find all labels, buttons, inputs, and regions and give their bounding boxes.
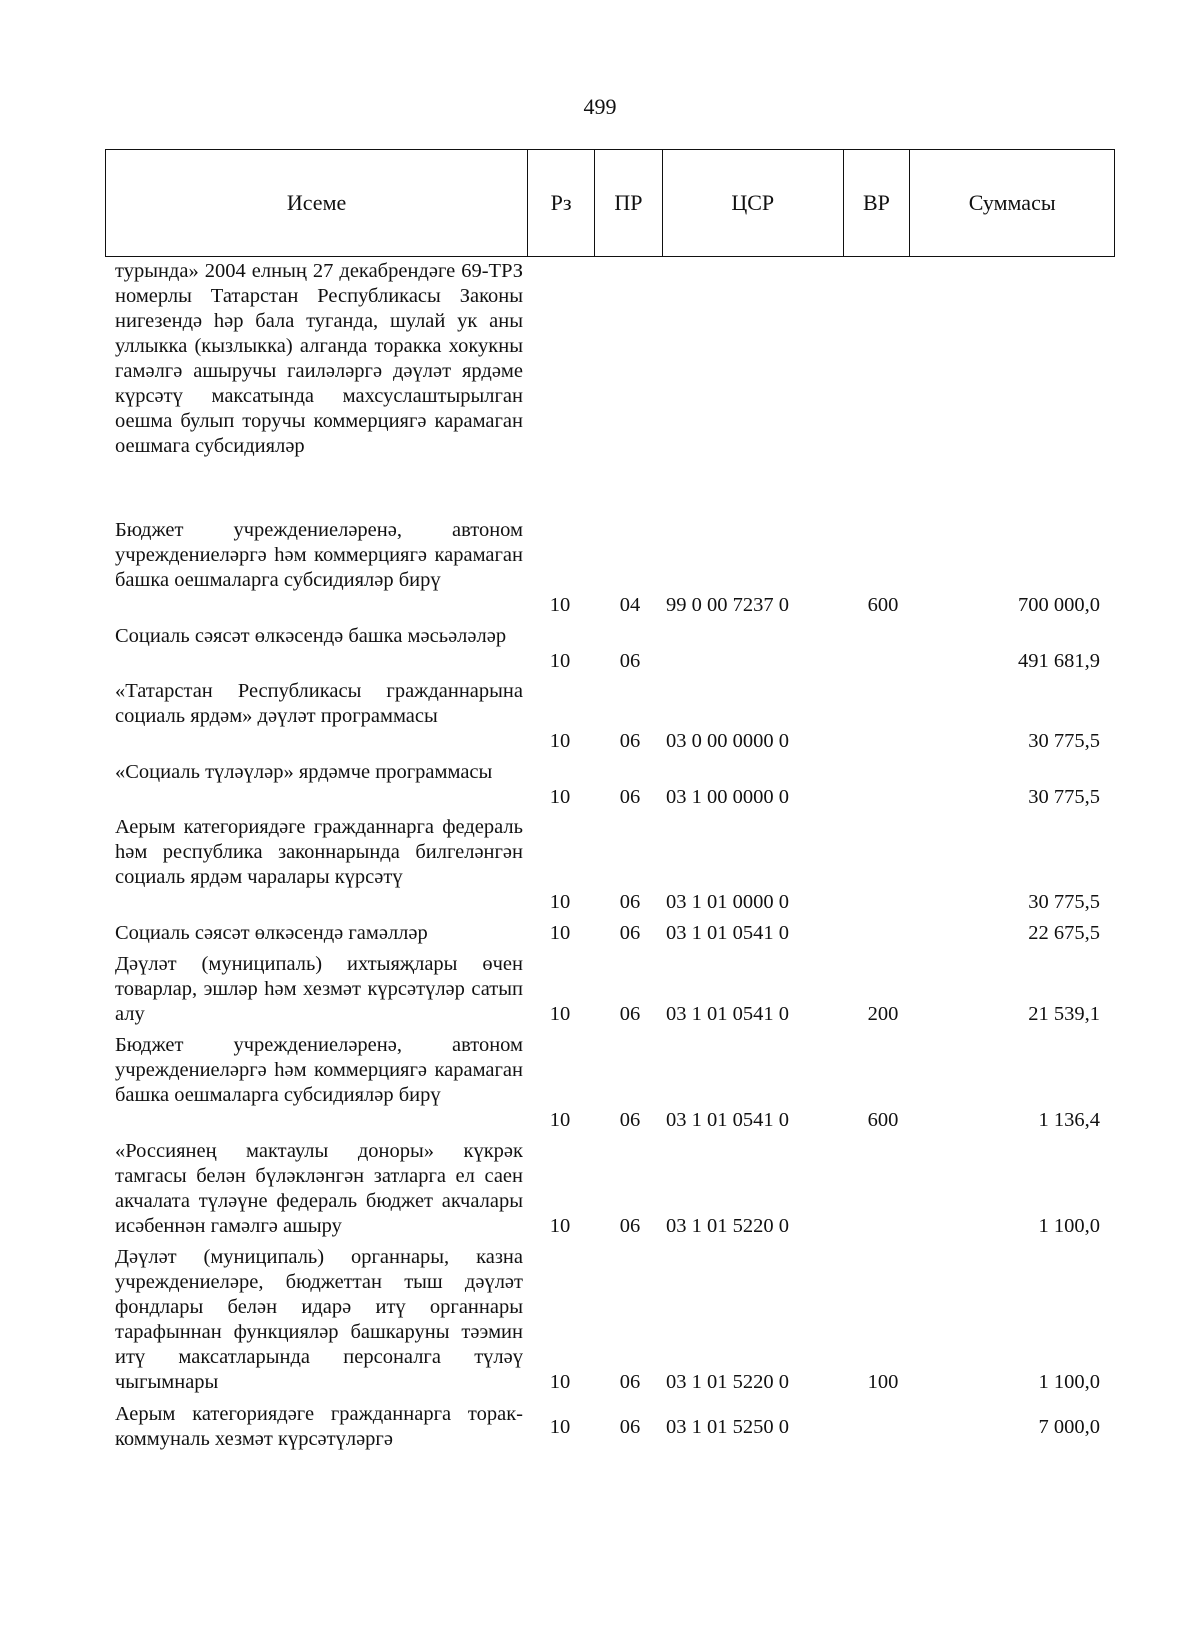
row-vr: 600 bbox=[867, 1109, 899, 1131]
row-sum: 30 775,5 bbox=[1028, 730, 1100, 752]
row-name: Аерым категориядәге гражданнарга торак-коммуналь хезмәт күрсәтүләргә bbox=[115, 1403, 523, 1450]
row-name: Социаль сәясәт өлкәсендә гамәлләр bbox=[115, 922, 428, 944]
row-csr: 03 1 01 0541 0 bbox=[666, 922, 789, 944]
row-csr: 03 1 00 0000 0 bbox=[666, 786, 789, 808]
row-sum: 22 675,5 bbox=[1028, 922, 1100, 944]
row-csr: 03 1 01 0541 0 bbox=[666, 1003, 789, 1025]
row-name: Бюджет учреждениеләренә, автоном учреждениеләргә һәм коммерциягә карамаган башка оешмаларга субсидияләр бирү bbox=[115, 519, 523, 591]
row-csr: 03 1 01 5220 0 bbox=[666, 1371, 789, 1393]
row-sum: 7 000,0 bbox=[1038, 1416, 1100, 1438]
row-rz: 10 bbox=[549, 1109, 571, 1131]
row-rz: 10 bbox=[549, 1416, 571, 1438]
row-sum: 30 775,5 bbox=[1028, 891, 1100, 913]
row-name: Бюджет учреждениеләренә, автоном учреждениеләргә һәм коммерциягә карамаган башка оешмаларга субсидияләр бирү bbox=[115, 1034, 523, 1106]
row-csr: 03 1 01 5250 0 bbox=[666, 1416, 789, 1438]
row-name: Социаль сәясәт өлкәсендә башка мәсьәләләр bbox=[115, 625, 507, 647]
row-csr: 03 0 00 0000 0 bbox=[666, 730, 789, 752]
row-rz: 10 bbox=[549, 650, 571, 672]
row-rz: 10 bbox=[549, 922, 571, 944]
row-pr: 06 bbox=[619, 1003, 641, 1025]
row-csr: 99 0 00 7237 0 bbox=[666, 594, 789, 616]
row-pr: 06 bbox=[619, 786, 641, 808]
row-pr: 06 bbox=[619, 922, 641, 944]
row-rz: 10 bbox=[549, 1003, 571, 1025]
row-vr: 100 bbox=[867, 1371, 899, 1393]
row-pr: 06 bbox=[619, 1109, 641, 1131]
row-sum: 21 539,1 bbox=[1028, 1003, 1100, 1025]
row-name: «Татарстан Республикасы гражданнарына социаль ярдәм» дәүләт программасы bbox=[115, 680, 523, 727]
row-sum: 1 136,4 bbox=[1038, 1109, 1100, 1131]
row-name: Дәүләт (муниципаль) органнары, казна учреждениеләре, бюджеттан тыш дәүләт фондлары белән идарә итү органнары тарафыннан функцияләр башкаруны тәэмин итү максатларында персоналга түләү чыгымнары bbox=[115, 1246, 523, 1393]
column-header-sum: Суммасы bbox=[968, 190, 1056, 215]
page-number: 499 bbox=[583, 94, 617, 119]
column-header-name: Исеме bbox=[106, 150, 528, 256]
column-header-csr: ЦСР bbox=[663, 150, 844, 256]
row-sum: 1 100,0 bbox=[1038, 1215, 1100, 1237]
row-name: «Россиянең мактаулы доноры» күкрәк тамгасы белән бүләкләнгән затларга ел саен акчалата түләүне федераль бюджет акчалары исәбеннән гамәлгә ашыру bbox=[115, 1140, 523, 1237]
column-header-rz: Рз bbox=[528, 150, 595, 256]
row-pr: 06 bbox=[619, 1371, 641, 1393]
row-pr: 04 bbox=[619, 594, 641, 616]
row-rz: 10 bbox=[549, 730, 571, 752]
row-pr: 06 bbox=[619, 891, 641, 913]
row-sum: 700 000,0 bbox=[1018, 594, 1100, 616]
row-pr: 06 bbox=[619, 650, 641, 672]
row-rz: 10 bbox=[549, 594, 571, 616]
row-sum: 491 681,9 bbox=[1018, 650, 1100, 672]
row-sum: 1 100,0 bbox=[1038, 1371, 1100, 1393]
column-header-vr: ВР bbox=[844, 150, 911, 256]
row-name: Аерым категориядәге гражданнарга федераль һәм республика законнарында билгеләнгән социаль ярдәм чаралары күрсәтү bbox=[115, 816, 523, 888]
row-name: турында» 2004 елның 27 декабрендәге 69-ТРЗ номерлы Татарстан Республикасы Законы нигезендә һәр бала туганда, шулай ук аны уллыкка (кызлыкка) алганда торакка хокукны гамәлгә ашыручы гаиләләргә дәүләт ярдәме күрсәтү максатында махсуслаштырылган оешма булып торучы коммерциягә карамаган оешмага субсидияләр bbox=[115, 260, 523, 457]
column-header-pr: ПР bbox=[595, 150, 663, 256]
row-csr: 03 1 01 0541 0 bbox=[666, 1109, 789, 1131]
row-pr: 06 bbox=[619, 1215, 641, 1237]
row-name: Дәүләт (муниципаль) ихтыяҗлары өчен товарлар, эшләр һәм хезмәт күрсәтүләр сатып алу bbox=[115, 953, 523, 1025]
row-rz: 10 bbox=[549, 1371, 571, 1393]
row-pr: 06 bbox=[619, 730, 641, 752]
row-rz: 10 bbox=[549, 786, 571, 808]
row-sum: 30 775,5 bbox=[1028, 786, 1100, 808]
row-name: «Социаль түләүләр» ярдәмче программасы bbox=[115, 761, 493, 783]
row-vr: 600 bbox=[867, 594, 899, 616]
row-csr: 03 1 01 0000 0 bbox=[666, 891, 789, 913]
row-csr: 03 1 01 5220 0 bbox=[666, 1215, 789, 1237]
row-vr: 200 bbox=[867, 1003, 899, 1025]
row-rz: 10 bbox=[549, 891, 571, 913]
row-rz: 10 bbox=[549, 1215, 571, 1237]
row-pr: 06 bbox=[619, 1416, 641, 1438]
table-header bbox=[105, 149, 1115, 257]
